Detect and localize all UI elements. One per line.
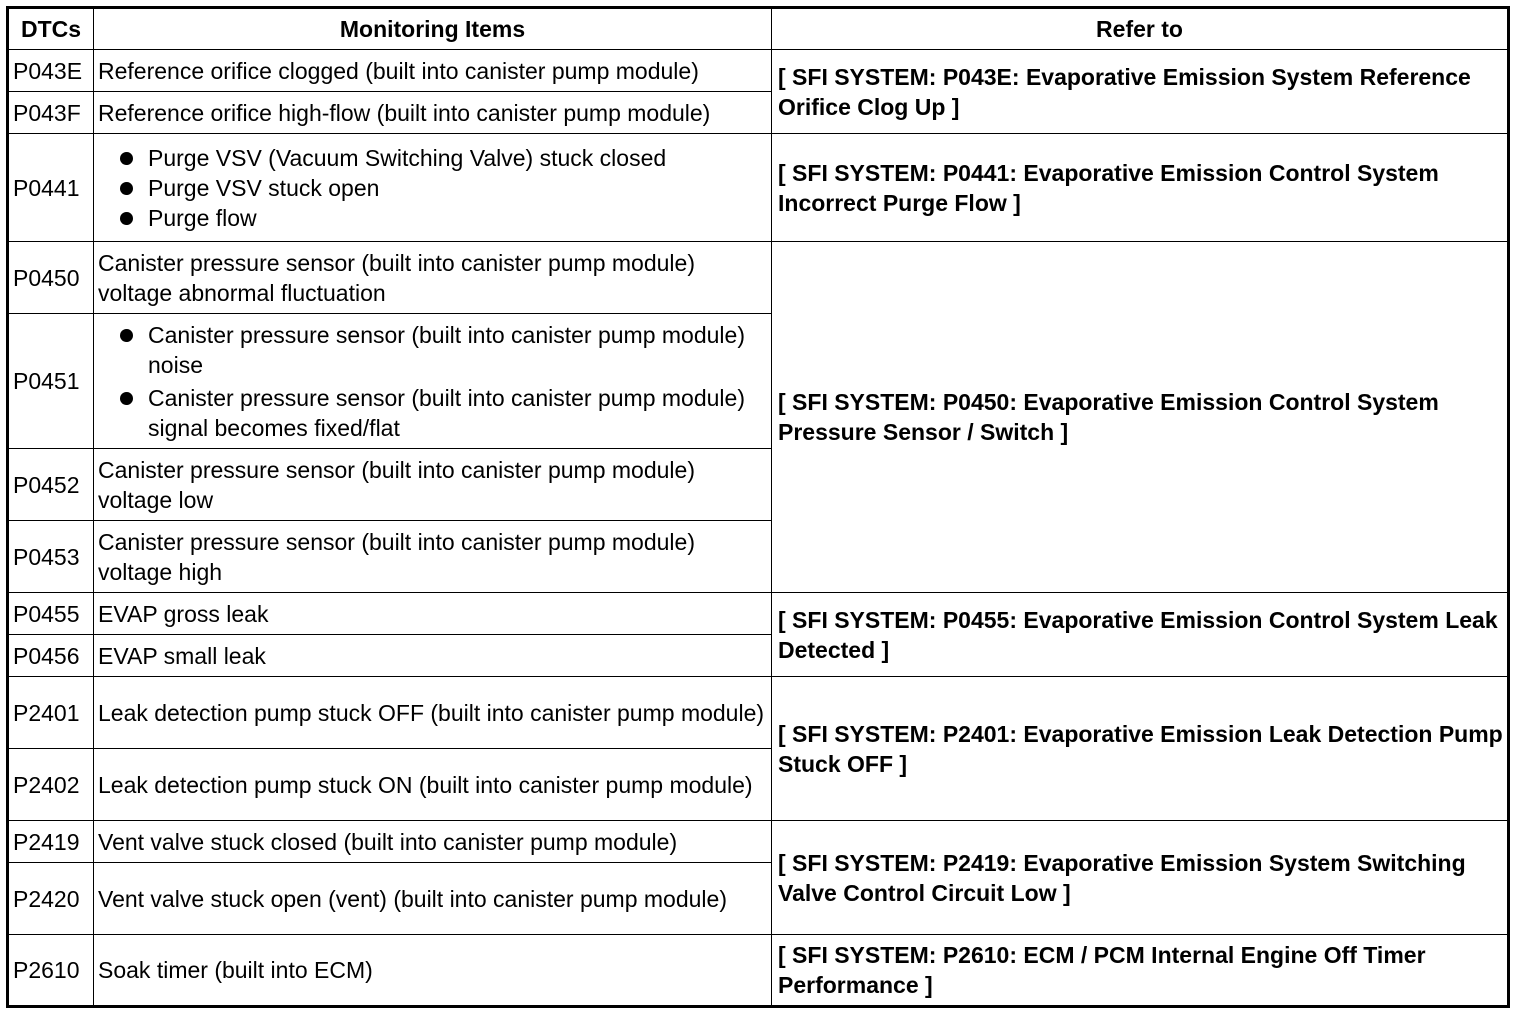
refer-to-link[interactable]: [ SFI SYSTEM: P0441: Evaporative Emission Control System Incorrect Purge Flow ] — [772, 134, 1509, 242]
bullet-text: Canister pressure sensor (built into canister pump module) signal becomes fixed/flat — [148, 384, 745, 441]
monitoring-item — [94, 134, 772, 242]
header-row — [8, 8, 1509, 50]
refer-to-link[interactable]: [ SFI SYSTEM: P2401: Evaporative Emission Leak Detection Pump Stuck OFF ] — [772, 677, 1509, 821]
table-row — [8, 50, 1509, 92]
dtc-reference-table — [6, 6, 1510, 1008]
monitoring-item: EVAP small leak — [94, 635, 772, 677]
table-row — [8, 935, 1509, 1007]
dtc-code: P2420 — [8, 863, 94, 935]
monitoring-item: Canister pressure sensor (built into canister pump module) voltage high — [94, 521, 772, 593]
refer-to-link[interactable]: [ SFI SYSTEM: P2610: ECM / PCM Internal Engine Off Timer Performance ] — [772, 935, 1509, 1007]
dtc-code: P0455 — [8, 593, 94, 635]
bullet-icon — [120, 152, 133, 165]
bullet-icon — [120, 212, 133, 225]
dtc-code: P043F — [8, 92, 94, 134]
bullet-list — [98, 143, 767, 233]
monitoring-item: EVAP gross leak — [94, 593, 772, 635]
bullet-text: Purge VSV stuck open — [148, 174, 380, 201]
dtc-code: P0456 — [8, 635, 94, 677]
dtc-code: P2401 — [8, 677, 94, 749]
monitoring-item: Vent valve stuck closed (built into canister pump module) — [94, 821, 772, 863]
bullet-item — [114, 320, 767, 380]
monitoring-item: Reference orifice high-flow (built into canister pump module) — [94, 92, 772, 134]
dtc-code: P0453 — [8, 521, 94, 593]
bullet-item — [114, 383, 767, 443]
table-row — [8, 242, 1509, 314]
bullet-icon — [120, 329, 133, 342]
monitoring-item: Reference orifice clogged (built into canister pump module) — [94, 50, 772, 92]
refer-to-link[interactable]: [ SFI SYSTEM: P0450: Evaporative Emission Control System Pressure Sensor / Switch ] — [772, 242, 1509, 593]
bullet-text: Purge VSV (Vacuum Switching Valve) stuck closed — [148, 144, 667, 171]
table-row — [8, 821, 1509, 863]
bullet-text: Purge flow — [148, 204, 257, 231]
monitoring-item: Leak detection pump stuck OFF (built into canister pump module) — [94, 677, 772, 749]
table-row — [8, 677, 1509, 749]
dtc-code: P0451 — [8, 314, 94, 449]
monitoring-item: Soak timer (built into ECM) — [94, 935, 772, 1007]
refer-to-link[interactable]: [ SFI SYSTEM: P0455: Evaporative Emission Control System Leak Detected ] — [772, 593, 1509, 677]
dtc-code: P0450 — [8, 242, 94, 314]
header-dtcs: DTCs — [8, 8, 94, 50]
monitoring-item: Vent valve stuck open (vent) (built into canister pump module) — [94, 863, 772, 935]
header-refer-to: Refer to — [772, 8, 1509, 50]
table-row — [8, 134, 1509, 242]
monitoring-item: Leak detection pump stuck ON (built into canister pump module) — [94, 749, 772, 821]
monitoring-item: Canister pressure sensor (built into canister pump module) voltage abnormal fluctuation — [94, 242, 772, 314]
dtc-code: P2402 — [8, 749, 94, 821]
bullet-icon — [120, 392, 133, 405]
dtc-code: P2419 — [8, 821, 94, 863]
bullet-item — [114, 173, 767, 203]
dtc-code: P043E — [8, 50, 94, 92]
bullet-text: Canister pressure sensor (built into canister pump module) noise — [148, 321, 745, 378]
header-monitoring-items: Monitoring Items — [94, 8, 772, 50]
monitoring-item: Canister pressure sensor (built into canister pump module) voltage low — [94, 449, 772, 521]
table-row — [8, 593, 1509, 635]
dtc-code: P2610 — [8, 935, 94, 1007]
bullet-list — [98, 320, 767, 443]
bullet-item — [114, 203, 767, 233]
bullet-icon — [120, 182, 133, 195]
dtc-code: P0452 — [8, 449, 94, 521]
dtc-code: P0441 — [8, 134, 94, 242]
bullet-item — [114, 143, 767, 173]
monitoring-item — [94, 314, 772, 449]
refer-to-link[interactable]: [ SFI SYSTEM: P2419: Evaporative Emission System Switching Valve Control Circuit Low ] — [772, 821, 1509, 935]
refer-to-link[interactable]: [ SFI SYSTEM: P043E: Evaporative Emission System Reference Orifice Clog Up ] — [772, 50, 1509, 134]
